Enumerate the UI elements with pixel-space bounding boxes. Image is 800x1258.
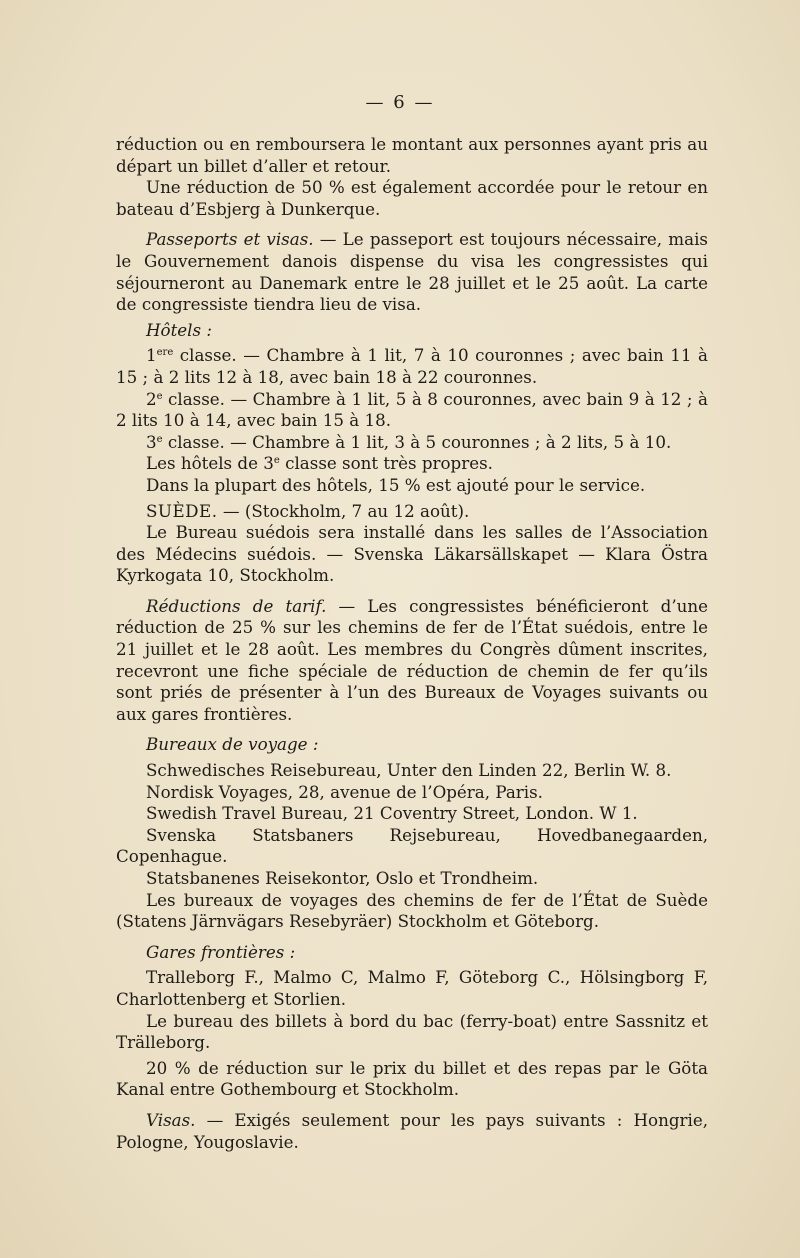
suede-title: SUÈDE. — [146, 500, 218, 521]
bureaux-heading: Bureaux de voyage : — [146, 734, 319, 755]
bureau-item-oslo: Statsbanenes Reisekontor, Oslo et Trondheim. — [146, 868, 539, 888]
gares-heading: Gares frontières : — [146, 941, 296, 962]
paragraph-reduction-remboursement: réduction ou en remboursera le montant aux personnes ayant pris au départ un billet d’aller et retour. — [116, 134, 708, 176]
reductions-title: Réductions de tarif. — [146, 595, 327, 616]
hotel-class-3-number: 3 — [146, 431, 157, 452]
hotel-class-3 — [116, 432, 708, 454]
paragraph-reduction-bateau: Une réduction de 50 % est également accordée pour le retour en bateau d’Esbjerg à Dunkerque. — [116, 177, 708, 219]
hotel-class-1-text: classe. — Chambre à 1 lit, 7 à 10 couronnes ; avec bain 11 à 15 ; à 2 lits 12 à 18, avec bain 18 à 22 couronnes. — [116, 345, 708, 387]
hotels-heading: Hôtels : — [146, 319, 213, 340]
hotels-propres-a: Les hôtels de 3 — [146, 453, 274, 474]
hotel-class-1-sup: ere — [156, 347, 174, 359]
paragraph-bac: Le bureau des billets à bord du bac (ferry-boat) entre Sassnitz et Trälleborg. — [116, 1010, 708, 1053]
bureau-item-copenhague: Svenska Statsbaners Rejsebureau, Hovedbanegaarden, Copenhague. — [116, 824, 708, 867]
paragraph-visas — [116, 1110, 708, 1153]
paragraph-reductions-tarif — [116, 596, 708, 726]
hotels-propres-b: classe sont très propres. — [279, 453, 493, 474]
hotel-class-3-sup: e — [156, 433, 163, 445]
hotel-class-1-number: 1 — [146, 345, 157, 366]
bureau-item-paris: Nordisk Voyages, 28, avenue de l’Opéra, Paris. — [146, 781, 543, 802]
hotels-propres — [116, 453, 708, 475]
hotel-class-2 — [116, 389, 708, 432]
bureau-item-berlin: Schwedisches Reisebureau, Unter den Linden 22, Berlin W. 8. — [146, 760, 672, 781]
hotel-class-2-sup: e — [156, 390, 163, 402]
paragraph-gota-kanal: 20 % de réduction sur le prix du billet et des repas par le Göta Kanal entre Gothembourg et Stockholm. — [116, 1057, 708, 1100]
visas-body: — Exigés seulement pour les pays suivants : Hongrie, Pologne, Yougoslavie. — [116, 1109, 708, 1152]
page-body — [116, 134, 708, 1153]
paragraph-passeports — [116, 229, 708, 315]
reductions-body: — Les congressistes bénéficieront d’une réduction de 25 % sur les chemins de fer de l’État suédois, entre le 21 juillet et le 28 août. Les membres du Congrès dûment inscrites, recevront une fiche spéciale de réduction de chemin de fer qu’ils sont priés de présenter à l’un des Bureaux de Voyages suivants ou aux gares frontières. — [116, 595, 708, 724]
section-suede — [116, 501, 708, 523]
passeports-title: Passeports et visas. — [146, 229, 314, 250]
page-number: — 6 — — [365, 92, 435, 113]
paragraph-gares: Tralleborg F., Malmo C, Malmo F, Göteborg C., Hölsingborg F, Charlottenberg et Storlien. — [116, 967, 708, 1009]
hotel-class-2-number: 2 — [146, 388, 157, 409]
paragraph-bureau-suedois: Le Bureau suédois sera installé dans les salles de l’Association des Médecins suédois. — Svenska Läkarsällskapet — Klara Östra Kyrkogata 10, Stockholm. — [116, 522, 708, 586]
passeports-body: — Le passeport est toujours nécessaire, mais le Gouvernement danois dispense du visa les congressistes qui séjourneront au Danemark entre le 28 juillet et le 25 août. La carte de congressiste tiendra lieu de visa. — [116, 229, 708, 315]
hotels-propres-sup: e — [273, 455, 280, 467]
suede-dates: — (Stockholm, 7 au 12 août). — [217, 500, 470, 521]
bureau-item-suede: Les bureaux de voyages des chemins de fer de l’État de Suède (Statens Järnvägars Resebyräer) Stockholm et Göteborg. — [116, 889, 708, 932]
bureau-item-london: Swedish Travel Bureau, 21 Coventry Street, London. W 1. — [146, 803, 638, 824]
hotel-class-3-text: classe. — Chambre à 1 lit, 3 à 5 couronnes ; à 2 lits, 5 à 10. — [162, 431, 672, 452]
hotel-class-2-text: classe. — Chambre à 1 lit, 5 à 8 couronnes, avec bain 9 à 12 ; à 2 lits 10 à 14, avec bain 15 à 18. — [116, 388, 708, 431]
visas-title: Visas. — [146, 1109, 196, 1130]
hotel-class-1 — [116, 345, 708, 388]
hotels-service: Dans la plupart des hôtels, 15 % est ajouté pour le service. — [146, 474, 646, 495]
